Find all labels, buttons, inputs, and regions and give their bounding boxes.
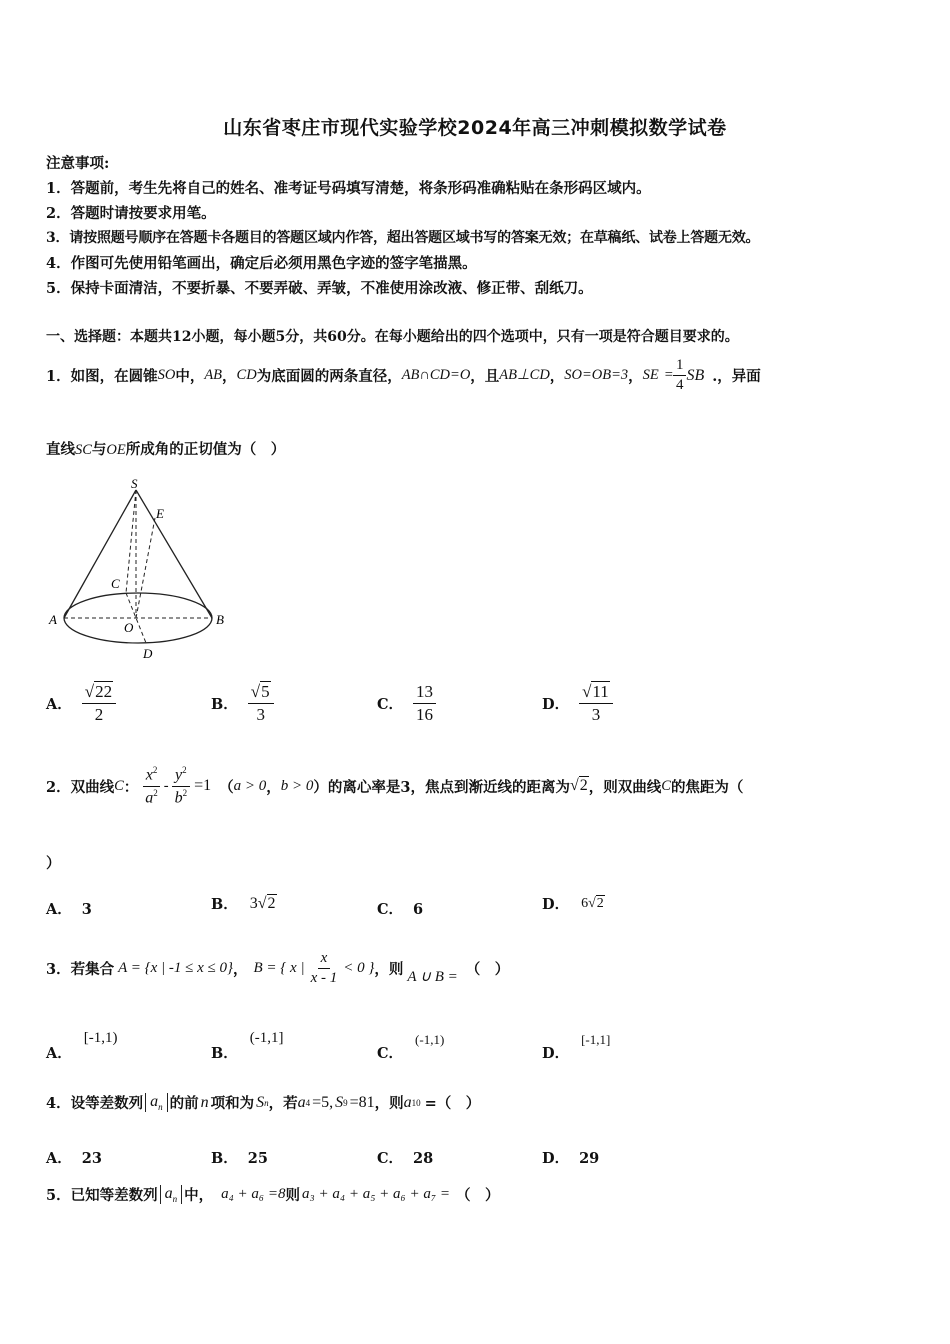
q3-option-c[interactable]: C． (-1,1) — [377, 1032, 445, 1062]
label-O: O — [124, 620, 134, 635]
notice-item-4: 4．作图可先使用铅笔画出，确定后必须用黑色字迹的签字笔描黑。 — [46, 255, 477, 272]
question-1-stem: 1．如图，在圆锥 SO 中， AB ， CD 为底面圆的两条直径， AB∩CD=O ，且 AB⊥CD ， SO=OB=3 ， SE = $\frac{1}{4}$ SB .，异面 — [46, 357, 761, 394]
q1-option-c[interactable]: C． $\frac{13}{16}$ — [377, 682, 436, 724]
notice-item-1: 1．答题前，考生先将自己的姓名、准考证号码填写清楚，将条形码准确粘贴在条形码区域内。 — [46, 180, 651, 197]
notice-heading: 注意事项: — [46, 155, 110, 172]
question-2-stem: 2．双曲线 C ： $\frac{x^2}{a^2}$ - $\frac{y^2}{b^2}$ =1 （ a > 0 ， b > 0 ）的离心率是3，焦点到渐近线的距离为 √2 ，则双曲线 C 的焦距为（ — [46, 765, 744, 807]
label-S: S — [131, 476, 138, 491]
question-3-stem: 3．若集合 A = {x | -1 ≤ x ≤ 0} ， B = { x | $\frac{x}{x - 1}$ < 0 } ，则 A ∪ B = （ ） — [46, 950, 510, 987]
q4-option-b[interactable]: B． 25 — [211, 1150, 268, 1167]
q4-option-a[interactable]: A． 23 — [46, 1150, 102, 1167]
q3-option-b[interactable]: B． (-1,1] — [211, 1030, 284, 1062]
q4-option-c[interactable]: C． 28 — [377, 1150, 434, 1167]
label-B: B — [216, 612, 224, 627]
label-C: C — [111, 576, 120, 591]
page-title: 山东省枣庄市现代实验学校2024年高三冲刺模拟数学试卷 — [223, 117, 727, 139]
q3-option-d[interactable]: D． [-1,1] — [542, 1032, 611, 1062]
q2-option-b[interactable]: B． 3 √2 — [211, 894, 276, 913]
q1-option-b[interactable]: B． $\frac{√5}{3}$ — [211, 682, 274, 724]
q2-option-c[interactable]: C． 6 — [377, 901, 424, 918]
q3-option-a[interactable]: A． [-1,1) — [46, 1030, 118, 1062]
q1-option-a[interactable]: A． $\frac{√22}{2}$ — [46, 682, 116, 724]
question-1-stem-line2: 直线SC与OE所成角的正切值为（ ） — [46, 441, 286, 458]
question-2-close: ） — [46, 855, 61, 872]
q4-option-d[interactable]: D． 29 — [542, 1150, 600, 1167]
notice-item-5: 5．保持卡面清洁，不要折暴、不要弄破、弄皱，不准使用涂改液、修正带、刮纸刀。 — [46, 280, 593, 297]
notice-item-2: 2．答题时请按要求用笔。 — [46, 205, 216, 222]
label-A: A — [49, 612, 57, 627]
question-5-stem: 5．已知等差数列 $a_n$ 中， a₄ + a₆ =8 则 a₃ + a₄ + a₅ + a₆ + a₇ = （ ） — [46, 1184, 500, 1205]
q2-option-a[interactable]: A． 3 — [46, 901, 92, 918]
q1-option-d[interactable]: D． $\frac{√11}{3}$ — [542, 682, 613, 724]
section-heading: 一、选择题：本题共12小题，每小题5分，共60分。在每小题给出的四个选项中，只有一项是符合题目要求的。 — [46, 329, 739, 345]
label-E: E — [156, 506, 164, 521]
question-4-stem: 4．设等差数列 $a_n$ 的前 n 项和为 S n ，若 a 4 =5, S 9 =81 ，则 a 10 =（ ） — [46, 1092, 481, 1113]
q2-option-d[interactable]: D． 6 √2 — [542, 895, 604, 913]
notice-item-3: 3．请按照题号顺序在答题卡各题目的答题区域内作答，超出答题区域书写的答案无效；在草稿纸、试卷上答题无效。 — [46, 230, 760, 246]
cone-figure — [40, 472, 240, 667]
label-D: D — [143, 646, 153, 661]
